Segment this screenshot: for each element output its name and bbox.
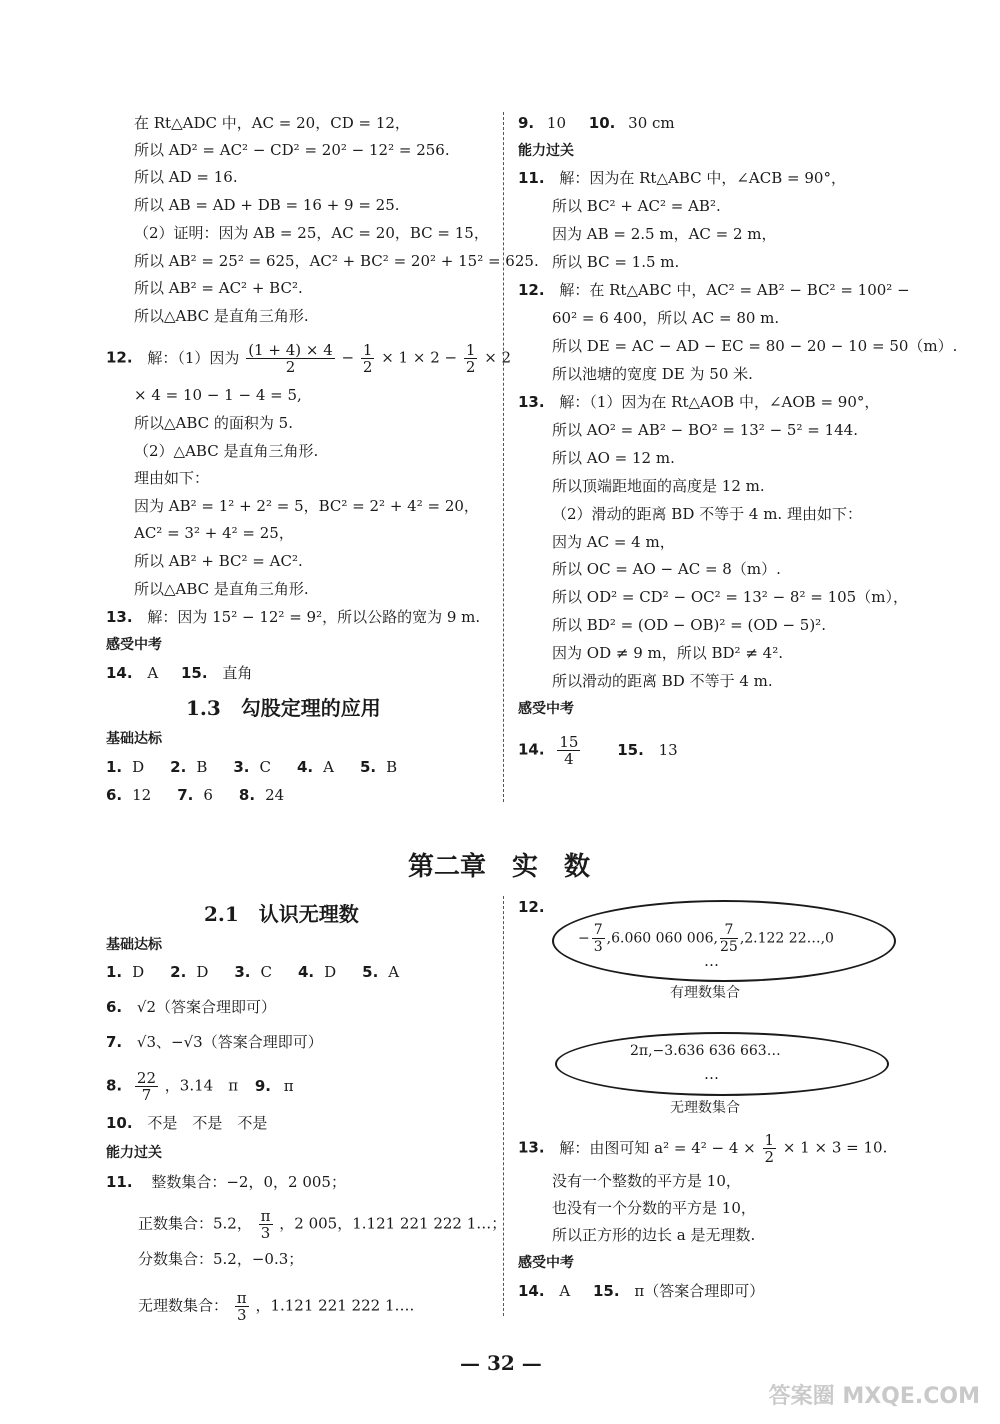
question-number: 12. — [518, 898, 545, 916]
question-13 — [518, 1132, 887, 1165]
text: × 1 × 3 = 10. — [782, 1138, 888, 1157]
numerator: 1 — [465, 341, 476, 359]
answers-row — [106, 662, 252, 684]
denominator: 7 — [141, 1086, 152, 1104]
column-divider — [503, 896, 504, 1316]
text-line: 60² = 6 400，所以 AC = 80 m. — [552, 309, 780, 327]
question-10 — [106, 1112, 267, 1134]
question-number: 6. — [106, 998, 123, 1016]
answer: π — [283, 1076, 294, 1095]
text-line: 因为 AC = 4 m， — [552, 533, 675, 551]
ellipsis: … — [704, 1065, 719, 1083]
answers-row — [106, 784, 284, 806]
answer: ，3.14 π — [164, 1076, 239, 1095]
question-12 — [518, 896, 545, 918]
question-13 — [106, 606, 480, 628]
text-line: 所以 BD² = (OD − OB)² = (OD − 5)². — [552, 616, 826, 634]
text: − — [578, 930, 590, 947]
question-number: 15. — [617, 740, 644, 759]
question-number: 4. — [297, 963, 315, 981]
denominator: 2 — [285, 358, 296, 376]
text: 解：（1）因为在 Rt△AOB 中，∠AOB = 90°， — [559, 393, 880, 411]
question-8-9 — [106, 1070, 294, 1103]
section-label: 能力过关 — [518, 143, 574, 159]
text: − — [341, 348, 355, 367]
answer: 直角 — [222, 664, 253, 682]
text-line: 在 Rt△ADC 中，AC = 20，CD = 12， — [134, 114, 410, 132]
text-line: 所以 DE = AC − AD − EC = 80 − 20 − 10 = 50（m）. — [552, 337, 958, 355]
text: 解：因为 15² − 12² = 9²，所以公路的宽为 9 m. — [147, 608, 481, 626]
denominator: 2 — [362, 358, 373, 376]
section-title: 2.1 认识无理数 — [204, 902, 359, 926]
answers-row — [518, 1280, 764, 1302]
fraction — [592, 922, 605, 955]
question-number: 15. — [180, 664, 208, 682]
numerator: 22 — [136, 1069, 157, 1087]
text-line: （2）证明：因为 AB = 25，AC = 20，BC = 15， — [134, 224, 489, 242]
set-caption: 无理数集合 — [670, 1100, 740, 1116]
page-number: — 32 — — [460, 1351, 542, 1375]
answer: B — [386, 758, 398, 776]
question-number: 12. — [106, 348, 133, 367]
text: 解：因为在 Rt△ABC 中，∠ACB = 90°， — [559, 169, 846, 187]
answer: C — [260, 963, 272, 981]
text-line: 所以 OD² = CD² − OC² = 13² − 8² = 105（m）， — [552, 588, 908, 606]
chapter-title: 第二章 实 数 — [408, 852, 591, 882]
denominator: 3 — [593, 939, 603, 955]
question-number: 3. — [234, 963, 251, 981]
answer: 不是 不是 不是 — [147, 1114, 268, 1132]
answer: 30 cm — [628, 114, 675, 132]
question-number: 5. — [359, 758, 377, 776]
fraction — [235, 1290, 249, 1323]
answer: D — [132, 963, 145, 981]
fraction — [135, 1070, 158, 1103]
text-line: 所以滑动的距离 BD 不等于 4 m. — [552, 672, 773, 690]
question-number: 8. — [238, 786, 256, 804]
section-label: 感受中考 — [106, 637, 162, 653]
question-7 — [106, 1031, 323, 1053]
numerator: 7 — [720, 922, 738, 939]
text-line: 所以△ABC 的面积为 5. — [134, 414, 293, 432]
question-number: 1. — [106, 758, 123, 776]
answers-row — [106, 756, 397, 778]
irrational-set-members: 2π,−3.636 636 663… — [630, 1043, 781, 1059]
text: 无理数集合： — [138, 1296, 229, 1315]
text-line: 所以 AO² = AB² − BO² = 13² − 5² = 144. — [552, 421, 858, 439]
text-line: 所以 AB² + BC² = AC². — [134, 552, 303, 570]
question-number: 2. — [170, 963, 187, 981]
denominator: 4 — [564, 750, 574, 768]
answer: 10 — [546, 114, 567, 132]
numerator: 15 — [559, 733, 579, 751]
column-divider — [503, 112, 504, 802]
text-line: 所以 AB² = 25² = 625，AC² + BC² = 20² + 15² = 625. — [134, 252, 539, 270]
question-number: 7. — [106, 1033, 123, 1051]
fraction — [246, 342, 335, 375]
question-number: 3. — [233, 758, 250, 776]
answer: A — [147, 664, 159, 682]
section-title: 1.3 勾股定理的应用 — [186, 696, 381, 720]
text: ，2 005，1.121 221 222 1…； — [279, 1214, 507, 1233]
question-number: 5. — [362, 963, 379, 981]
denominator: 2 — [764, 1148, 775, 1166]
answer: C — [259, 758, 271, 776]
text-line: 所以 AD = 16. — [134, 168, 238, 186]
text: 正数集合：5.2， — [138, 1214, 252, 1233]
question-number: 10. — [106, 1114, 133, 1132]
section-label: 基础达标 — [106, 937, 162, 953]
question-number: 13. — [518, 393, 545, 411]
text-line: 所以 AB² = AC² + BC². — [134, 279, 303, 297]
text-line: 分数集合：5.2，−0.3； — [138, 1250, 304, 1268]
text-line: 所以 OC = AO − AC = 8（m）. — [552, 560, 781, 578]
fraction — [361, 342, 375, 375]
numerator: (1 + 4) × 4 — [248, 341, 333, 359]
text: 解：由图可知 a² = 4² − 4 × — [559, 1138, 756, 1157]
question-11 — [518, 167, 846, 189]
text-line: × 4 = 10 − 1 − 4 = 5, — [134, 386, 302, 404]
answers-row — [518, 112, 675, 134]
question-number: 14. — [106, 664, 133, 682]
section-label: 感受中考 — [518, 701, 574, 717]
question-11 — [106, 1171, 346, 1193]
ellipsis: … — [704, 952, 719, 970]
question-number: 9. — [254, 1076, 271, 1095]
text-line: 所以△ABC 是直角三角形. — [134, 307, 309, 325]
fraction — [720, 922, 738, 955]
question-number: 9. — [518, 114, 535, 132]
numerator: 1 — [362, 341, 373, 359]
fraction — [259, 1208, 273, 1241]
answer: 24 — [265, 786, 285, 804]
answer: π（答案合理即可） — [634, 1282, 765, 1300]
answer: A — [559, 1282, 571, 1300]
question-number: 13. — [518, 1138, 545, 1157]
text-line: 因为 AB² = 1² + 2² = 5，BC² = 2² + 4² = 20， — [134, 497, 479, 515]
question-number: 13. — [106, 608, 133, 626]
text: ，1.121 221 222 1…. — [255, 1296, 415, 1315]
text-line: 所以 AD² = AC² − CD² = 20² − 12² = 256. — [134, 141, 450, 159]
numerator: 1 — [764, 1131, 775, 1149]
text-line: 所以池塘的宽度 DE 为 50 米. — [552, 365, 753, 383]
answer: D — [196, 963, 209, 981]
answer: D — [324, 963, 337, 981]
text-line: 因为 AB = 2.5 m，AC = 2 m， — [552, 225, 777, 243]
text-line: 也没有一个分数的平方是 10， — [552, 1199, 756, 1217]
text-line: 没有一个整数的平方是 10， — [552, 1172, 741, 1190]
text: 解：在 Rt△ABC 中，AC² = AB² − BC² = 100² − — [559, 281, 910, 299]
text-line — [138, 1208, 506, 1241]
question-6 — [106, 996, 276, 1018]
fraction — [464, 342, 478, 375]
question-number: 10. — [588, 114, 616, 132]
text: 解：（1）因为 — [147, 348, 240, 367]
question-number: 14. — [518, 1282, 545, 1300]
text-line: 所以 BC = 1.5 m. — [552, 253, 680, 271]
answer: D — [132, 758, 145, 776]
set-caption: 有理数集合 — [670, 985, 740, 1001]
question-number: 8. — [106, 1076, 123, 1095]
text-line — [138, 1290, 414, 1323]
answer: B — [196, 758, 208, 776]
numerator: π — [260, 1207, 271, 1225]
watermark-logo: 答案圈 MXQE.COM — [768, 1384, 980, 1409]
text: 整数集合：−2，0，2 005； — [151, 1173, 346, 1191]
question-number: 7. — [177, 786, 194, 804]
text-line: 因为 OD ≠ 9 m，所以 BD² ≠ 4². — [552, 644, 783, 662]
text-line: AC² = 3² + 4² = 25， — [134, 524, 294, 542]
question-12-line-1 — [106, 342, 511, 375]
question-number: 11. — [106, 1173, 133, 1191]
question-number: 14. — [518, 740, 545, 759]
answers-row — [106, 961, 399, 983]
question-number: 11. — [518, 169, 545, 187]
answer: √3、−√3（答案合理即可） — [136, 1033, 323, 1051]
text-line: （2）△ABC 是直角三角形. — [134, 442, 319, 460]
text: ,6.060 060 006, — [606, 930, 718, 947]
denominator: 3 — [236, 1306, 247, 1324]
denominator: 2 — [465, 358, 476, 376]
answer: 12 — [132, 786, 152, 804]
question-number: 4. — [296, 758, 314, 776]
text-line: 所以正方形的边长 a 是无理数. — [552, 1226, 756, 1244]
section-label: 感受中考 — [518, 1255, 574, 1271]
denominator: 25 — [719, 939, 738, 955]
answer: 6 — [203, 786, 213, 804]
text: × 1 × 2 − — [381, 348, 458, 367]
text-line: （2）滑动的距离 BD 不等于 4 m. 理由如下： — [552, 505, 862, 523]
section-label: 能力过关 — [106, 1145, 162, 1161]
question-number: 12. — [518, 281, 545, 299]
answer: √2（答案合理即可） — [136, 998, 277, 1016]
text-line: 所以 BC² + AC² = AB². — [552, 197, 721, 215]
question-number: 6. — [106, 786, 123, 804]
question-13 — [518, 391, 879, 413]
answer: A — [323, 758, 334, 776]
numerator: 7 — [593, 922, 603, 938]
text: ,2.122 22…,0 — [739, 930, 834, 947]
fraction — [557, 734, 580, 767]
answer: A — [388, 963, 400, 981]
fraction — [763, 1132, 777, 1165]
text: × 2 — [484, 348, 512, 367]
text-line: 所以△ABC 是直角三角形. — [134, 580, 309, 598]
question-number: 15. — [592, 1282, 620, 1300]
text-line: 所以 AO = 12 m. — [552, 449, 675, 467]
answers-row — [518, 734, 678, 767]
question-number: 1. — [106, 963, 123, 981]
text-line: 所以顶端距地面的高度是 12 m. — [552, 477, 765, 495]
denominator: 3 — [260, 1224, 271, 1242]
answer: 13 — [658, 740, 678, 759]
question-12 — [518, 279, 910, 301]
numerator: π — [236, 1289, 247, 1307]
text-line: 理由如下： — [134, 469, 210, 487]
text-line: 所以 AB = AD + DB = 16 + 9 = 25. — [134, 196, 400, 214]
question-number: 2. — [170, 758, 187, 776]
section-label: 基础达标 — [106, 731, 162, 747]
